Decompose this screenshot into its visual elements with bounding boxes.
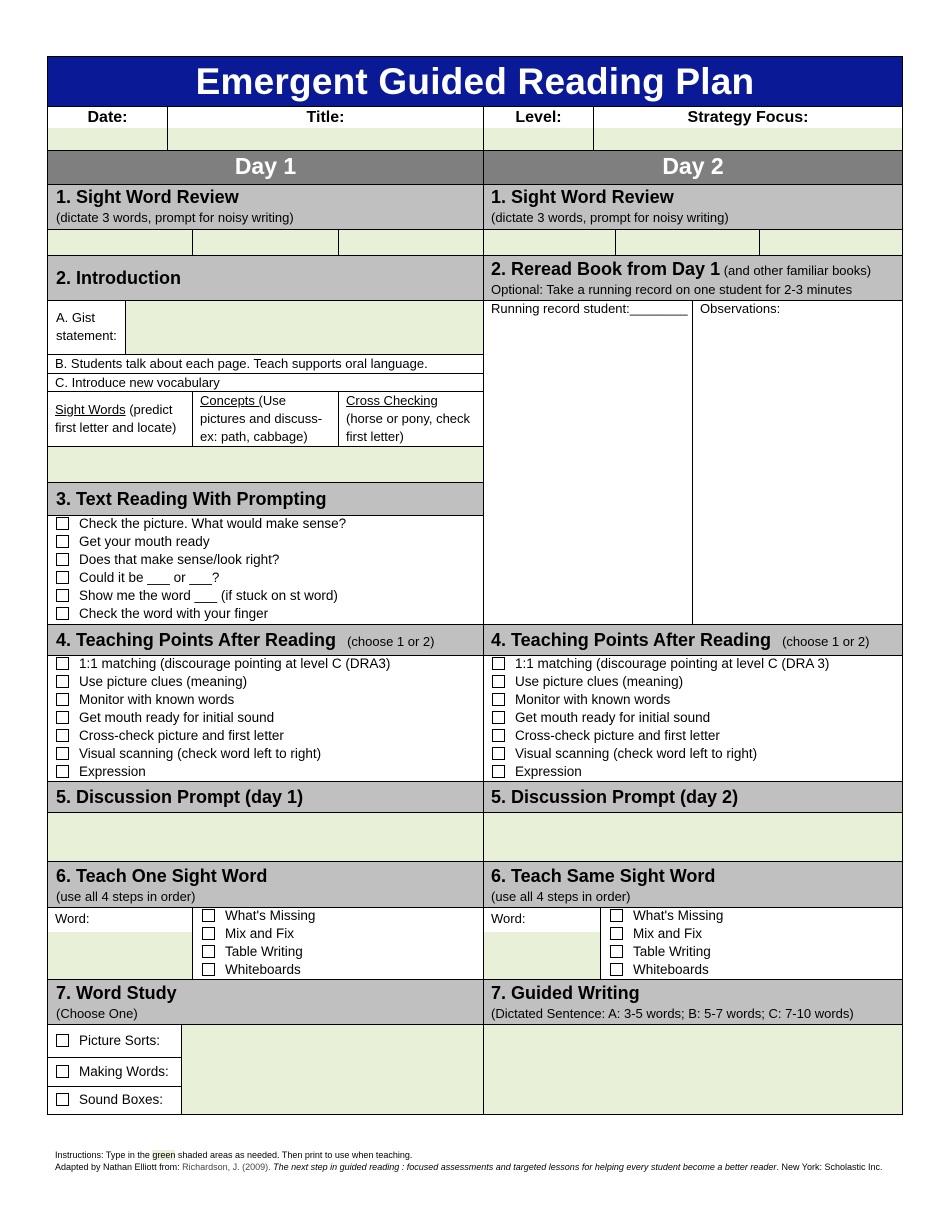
rule — [181, 1024, 182, 1115]
day1-s4-choose: (choose 1 or 2) — [347, 634, 435, 649]
list-item — [56, 691, 390, 709]
rule — [47, 1057, 182, 1058]
rule — [47, 482, 483, 483]
word-study-option — [56, 1032, 160, 1050]
day2-s4-choose: (choose 1 or 2) — [782, 634, 870, 649]
list-item-label: Table Writing — [225, 944, 303, 959]
list-item-label: Visual scanning (check word left to right) — [79, 746, 322, 761]
day1-s3-title: 3. Text Reading With Prompting — [56, 489, 327, 509]
list-item-label: Mix and Fix — [633, 926, 703, 941]
list-item-label: 1:1 matching (discourage pointing at level C (DRA3) — [79, 656, 391, 671]
checkbox[interactable] — [56, 1065, 69, 1078]
rule — [600, 907, 601, 979]
list-item-label: What's Missing — [633, 908, 724, 923]
footer-instructions-green: green — [152, 1150, 176, 1160]
day1-s7-sub: (Choose One) — [56, 1006, 138, 1021]
footer-instructions-text: Instructions: Type in the — [55, 1150, 153, 1160]
concepts-cell — [200, 392, 322, 446]
gist-label — [56, 309, 117, 345]
cross-checking-line2: (horse or pony, check — [346, 411, 471, 426]
rule — [47, 781, 903, 782]
list-item — [610, 961, 723, 979]
list-item — [56, 569, 346, 587]
list-item-label: Use picture clues (meaning) — [79, 674, 248, 689]
day1-word-label: Word: — [55, 911, 90, 926]
checkbox[interactable] — [610, 909, 623, 922]
rule — [483, 106, 484, 1115]
day1-s6-sub: (use all 4 steps in order) — [56, 889, 196, 904]
sight-words-line2: first letter and locate) — [55, 420, 177, 435]
checkbox[interactable] — [56, 747, 69, 760]
gist-label-line1: A. Gist — [56, 310, 96, 325]
checkbox[interactable] — [202, 927, 215, 940]
gist-label-line2: statement: — [56, 328, 117, 343]
day2-s2-title-text: 2. Reread Book from Day 1 — [491, 259, 721, 279]
running-record-label: Running record student:________ — [491, 301, 688, 316]
concepts-line2: pictures and discuss- — [200, 411, 323, 426]
checkbox[interactable] — [56, 1093, 69, 1106]
list-item-label: 1:1 matching (discourage pointing at level C (DRA 3) — [515, 656, 830, 671]
footer-citation — [55, 1161, 883, 1174]
day1-s4-title — [56, 630, 435, 651]
rule — [125, 300, 126, 354]
list-item-label: Check the word with your finger — [79, 606, 269, 621]
list-item-label: Picture Sorts: — [79, 1033, 161, 1048]
list-item-label: Monitor with known words — [515, 692, 671, 707]
checkbox[interactable] — [610, 945, 623, 958]
list-item — [56, 605, 346, 623]
checkbox[interactable] — [202, 909, 215, 922]
rule — [47, 1024, 903, 1025]
day1-s1-title: 1. Sight Word Review — [56, 187, 239, 207]
list-item — [56, 727, 390, 745]
day2-word-label: Word: — [491, 911, 526, 926]
day2-s2-sub: Optional: Take a running record on one student for 2-3 minutes — [491, 282, 853, 297]
rule — [47, 150, 903, 151]
sight-words-text: (predict — [125, 402, 173, 417]
rule — [47, 1086, 182, 1087]
checkbox[interactable] — [202, 963, 215, 976]
list-item-label: Cross-check picture and first letter — [79, 728, 284, 743]
list-item-label: Expression — [515, 764, 582, 779]
list-item — [56, 745, 390, 763]
day1-sight-word-steps — [202, 907, 315, 979]
rule — [692, 300, 693, 624]
page-title: Emergent Guided Reading Plan — [48, 57, 902, 106]
list-item — [492, 691, 829, 709]
list-item — [56, 655, 390, 673]
footer-book-title: The next step in guided reading : focused assessments and targeted lessons for helping every student become a better reader — [273, 1162, 777, 1172]
checkbox[interactable] — [492, 747, 505, 760]
checkbox[interactable] — [56, 711, 69, 724]
rule — [47, 861, 903, 862]
title-label: Title: — [306, 109, 345, 126]
rule — [47, 624, 903, 625]
list-item-label: Whiteboards — [633, 962, 709, 977]
list-item-label: Making Words: — [79, 1064, 169, 1079]
day2-s1-title: 1. Sight Word Review — [491, 187, 674, 207]
day2-s7-sub: (Dictated Sentence: A: 3-5 words; B: 5-7 words; C: 7-10 words) — [491, 1006, 854, 1021]
checkbox[interactable] — [492, 729, 505, 742]
list-item — [492, 709, 829, 727]
sight-words-cell — [55, 401, 176, 437]
intro-c: C. Introduce new vocabulary — [55, 375, 220, 390]
list-item-label: Cross-check picture and first letter — [515, 728, 720, 743]
checkbox[interactable] — [202, 945, 215, 958]
rule — [47, 255, 903, 256]
list-item — [610, 907, 723, 925]
rule — [759, 229, 760, 255]
day2-header: Day 2 — [662, 153, 724, 179]
checkbox[interactable] — [56, 765, 69, 778]
list-item-label: Table Writing — [633, 944, 711, 959]
observations-label: Observations: — [700, 301, 781, 316]
day2-s6-title: 6. Teach Same Sight Word — [491, 866, 716, 886]
list-item — [202, 925, 315, 943]
rule — [47, 812, 903, 813]
day1-s2-title: 2. Introduction — [56, 268, 181, 288]
day2-s7-title: 7. Guided Writing — [491, 983, 640, 1003]
checkbox[interactable] — [56, 693, 69, 706]
list-item — [56, 763, 390, 781]
checkbox[interactable] — [56, 589, 69, 602]
footer-author: Richardson, J. (2009). — [182, 1162, 274, 1172]
list-item — [492, 673, 829, 691]
checkbox[interactable] — [492, 693, 505, 706]
list-item — [202, 907, 315, 925]
day1-header: Day 1 — [234, 153, 297, 179]
checkbox[interactable] — [492, 675, 505, 688]
list-item — [56, 587, 346, 605]
checkbox[interactable] — [56, 535, 69, 548]
list-item — [492, 763, 829, 781]
list-item — [492, 655, 829, 673]
checkbox[interactable] — [56, 607, 69, 620]
list-item-label: Mix and Fix — [225, 926, 295, 941]
cross-checking-cell — [346, 392, 470, 446]
concepts-heading: Concepts ( — [200, 393, 263, 408]
level-label: Level: — [515, 109, 562, 126]
footer-adapted-by: Adapted by Nathan Elliott from: — [55, 1162, 183, 1172]
list-item-label: Get your mouth ready — [79, 534, 210, 549]
footer-publisher: . New York: Scholastic Inc. — [776, 1162, 883, 1172]
day2-s1-sub: (dictate 3 words, prompt for noisy writing) — [491, 210, 729, 225]
rule — [192, 229, 193, 255]
list-item — [610, 925, 723, 943]
list-item-label: What's Missing — [225, 908, 316, 923]
checkbox[interactable] — [492, 711, 505, 724]
list-item-label: Does that make sense/look right? — [79, 552, 280, 567]
rule — [47, 907, 903, 908]
checkbox[interactable] — [56, 517, 69, 530]
list-item — [56, 533, 346, 551]
rule — [338, 391, 339, 446]
day2-s5-title: 5. Discussion Prompt (day 2) — [491, 787, 739, 807]
list-item-label: Whiteboards — [225, 962, 301, 977]
list-item — [56, 709, 390, 727]
rule — [615, 229, 616, 255]
day2-s2-title-extra: (and other familiar books) — [720, 263, 872, 278]
rule — [47, 184, 903, 185]
date-label: Date: — [87, 109, 128, 126]
list-item — [56, 551, 346, 569]
checkbox[interactable] — [492, 765, 505, 778]
list-item — [56, 673, 390, 691]
list-item-label: Use picture clues (meaning) — [515, 674, 684, 689]
footer-instructions-text-end: shaded areas as needed. Then print to use when teaching. — [175, 1150, 413, 1160]
list-item-label: Visual scanning (check word left to right) — [515, 746, 758, 761]
list-item-label: Expression — [79, 764, 146, 779]
day2-s2-title — [491, 259, 871, 280]
checkbox[interactable] — [56, 571, 69, 584]
day2-sight-word-steps — [610, 907, 723, 979]
day1-teaching-points-list — [56, 655, 390, 781]
rule — [338, 229, 339, 255]
checkbox[interactable] — [56, 657, 69, 670]
concepts-line3: ex: path, cabbage) — [200, 429, 308, 444]
list-item — [202, 961, 315, 979]
list-item-label: Sound Boxes: — [79, 1092, 164, 1107]
list-item-label: Get mouth ready for initial sound — [79, 710, 275, 725]
cross-checking-line3: first letter) — [346, 429, 404, 444]
day1-s5-title: 5. Discussion Prompt (day 1) — [56, 787, 304, 807]
day1-s4-title-text: 4. Teaching Points After Reading — [56, 630, 337, 650]
checkbox[interactable] — [56, 675, 69, 688]
day1-s6-title: 6. Teach One Sight Word — [56, 866, 268, 886]
list-item-label: Check the picture. What would make sense? — [79, 516, 347, 531]
list-item — [56, 515, 346, 533]
checkbox[interactable] — [610, 927, 623, 940]
list-item — [202, 943, 315, 961]
strategy-focus-label: Strategy Focus: — [687, 109, 809, 126]
prompting-list — [56, 515, 346, 623]
list-item-label: Could it be ___ or ___? — [79, 570, 220, 585]
list-item-label: Show me the word ___ (if stuck on st word) — [79, 588, 338, 603]
checkbox[interactable] — [56, 1034, 69, 1047]
day1-s7-title: 7. Word Study — [56, 983, 177, 1003]
rule — [47, 979, 903, 980]
rule — [47, 229, 903, 230]
checkbox[interactable] — [610, 963, 623, 976]
rule — [192, 391, 193, 446]
day2-s4-title — [491, 630, 870, 651]
list-item — [492, 727, 829, 745]
list-item — [610, 943, 723, 961]
rule — [47, 106, 903, 107]
day2-s6-sub: (use all 4 steps in order) — [491, 889, 631, 904]
checkbox[interactable] — [56, 553, 69, 566]
checkbox[interactable] — [492, 657, 505, 670]
list-item — [492, 745, 829, 763]
day2-teaching-points-list — [492, 655, 829, 781]
rule — [47, 446, 483, 447]
word-study-option — [56, 1091, 163, 1109]
rule — [192, 907, 193, 979]
concepts-text: Use — [262, 393, 286, 408]
checkbox[interactable] — [56, 729, 69, 742]
day1-s1-sub: (dictate 3 words, prompt for noisy writing) — [56, 210, 294, 225]
day2-s4-title-text: 4. Teaching Points After Reading — [491, 630, 772, 650]
cross-checking-heading: Cross Checking — [346, 393, 438, 408]
intro-b: B. Students talk about each page. Teach supports oral language. — [55, 356, 428, 371]
sight-words-heading: Sight Words — [55, 402, 126, 417]
list-item-label: Monitor with known words — [79, 692, 235, 707]
word-study-option — [56, 1063, 169, 1081]
list-item-label: Get mouth ready for initial sound — [515, 710, 711, 725]
